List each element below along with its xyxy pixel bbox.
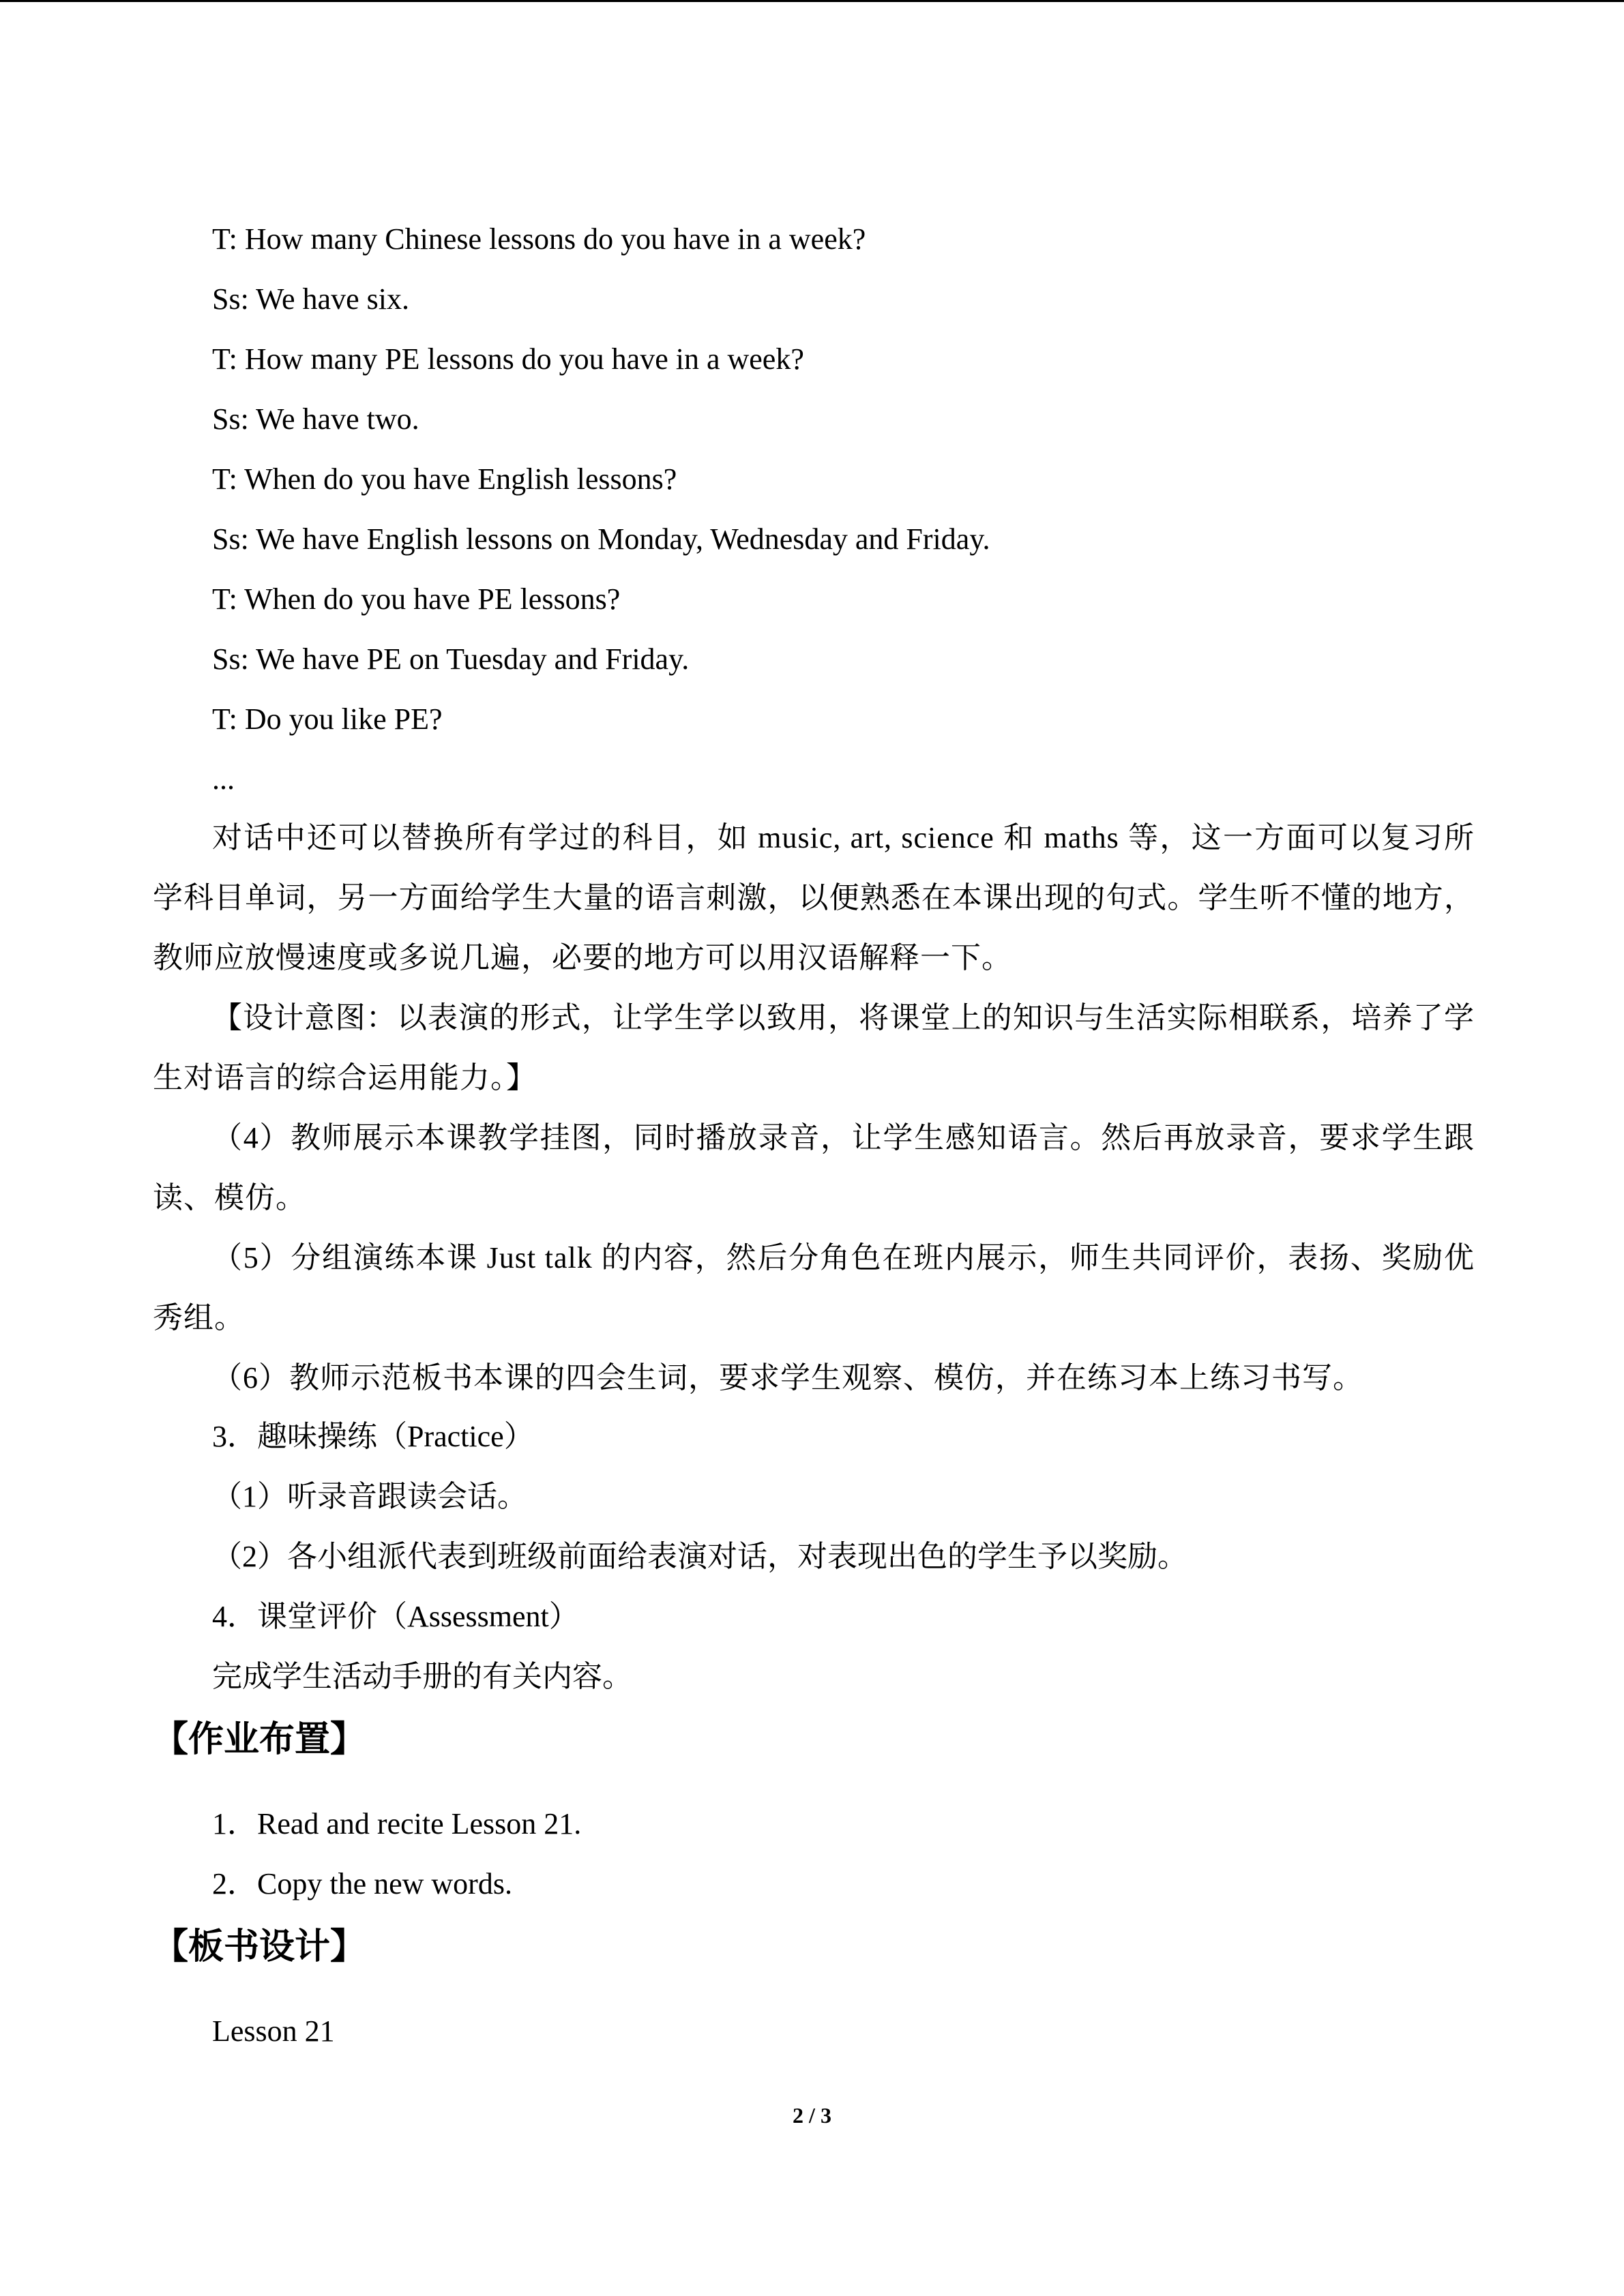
homework-item: 1．Read and recite Lesson 21. [212,1807,582,1840]
dialogue-line: T: How many Chinese lessons do you have in a week? [212,222,866,256]
dialogue-line: T: When do you have English lessons? [212,462,677,496]
dialogue-line: Ss: We have two. [212,402,419,436]
practice-item-1: （1）听录音跟读会话。 [212,1480,527,1513]
dialogue-line: T: How many PE lessons do you have in a week? [212,342,804,376]
practice-item-2: （2）各小组派代表到班级前面给表演对话，对表现出色的学生予以奖励。 [212,1540,1187,1573]
step-4-paragraph: （4）教师展示本课教学挂图，同时播放录音，让学生感知语言。然后再放录音，要求学生跟读、模仿。 [153,1121,1475,1214]
dialogue-line: Ss: We have English lessons on Monday, Wednesday and Friday. [212,522,990,556]
practice-title: 3．趣味操练（Practice） [212,1420,534,1453]
homework-heading: 【作业布置】 [153,1719,366,1760]
homework-item: 2．Copy the new words. [212,1867,512,1900]
dialogue-line: Ss: We have PE on Tuesday and Friday. [212,642,690,676]
substitution-note-paragraph: 对话中还可以替换所有学过的科目，如 music, art, science 和 maths 等，这一方面可以复习所学科目单词，另一方面给学生大量的语言刺激，以便熟悉在本课出现的句式。学生听不懂的地方，教师应放慢速度或多说几遍，必要的地方可以用汉语解释一下。 [153,821,1475,974]
design-intent-paragraph: 【设计意图：以表演的形式，让学生学以致用，将课堂上的知识与生活实际相联系，培养了学生对语言的综合运用能力。】 [153,1001,1475,1094]
step-5-paragraph: （5）分组演练本课 Just talk 的内容，然后分角色在班内展示，师生共同评价，表扬、奖励优秀组。 [153,1241,1475,1335]
dialogue-line: T: When do you have PE lessons? [212,582,621,616]
board-design-text: Lesson 21 [212,2014,335,2048]
board-design-heading: 【板书设计】 [153,1926,366,1967]
assessment-text: 完成学生活动手册的有关内容。 [212,1660,632,1693]
assessment-title: 4．课堂评价（Assessment） [212,1600,579,1633]
dialogue-line: T: Do you like PE? [212,702,443,736]
page-number: 2 / 3 [793,2103,831,2128]
dialogue-line: Ss: We have six. [212,282,409,316]
step-6-paragraph: （6）教师示范板书本课的四会生词，要求学生观察、模仿，并在练习本上练习书写。 [212,1361,1363,1395]
dialogue-ellipsis: ... [212,762,235,796]
